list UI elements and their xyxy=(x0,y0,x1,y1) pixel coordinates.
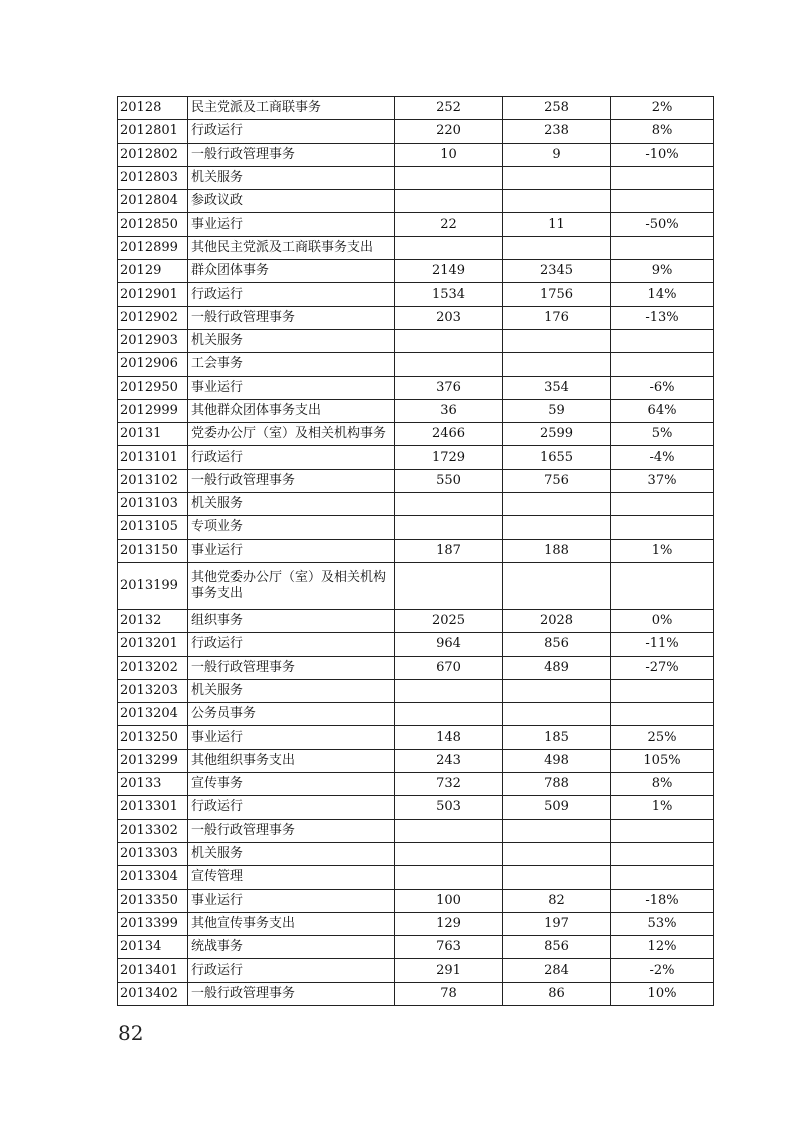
cell-value-1: 732 xyxy=(395,773,503,796)
cell-change-percent: 8% xyxy=(611,120,714,143)
table-row xyxy=(118,842,714,865)
cell-value-1 xyxy=(395,166,503,189)
table-row xyxy=(118,120,714,143)
cell-code: 20132 xyxy=(118,609,188,632)
cell-item-name: 一般行政管理事务 xyxy=(188,306,395,329)
cell-item-name: 群众团体事务 xyxy=(188,260,395,283)
cell-change-percent: -10% xyxy=(611,143,714,166)
cell-change-percent: 1% xyxy=(611,796,714,819)
cell-value-2 xyxy=(503,493,611,516)
cell-item-name: 其他民主党派及工商联事务支出 xyxy=(188,236,395,259)
cell-value-2: 185 xyxy=(503,726,611,749)
cell-value-1: 291 xyxy=(395,959,503,982)
cell-change-percent: -4% xyxy=(611,446,714,469)
cell-code: 2013150 xyxy=(118,539,188,562)
cell-item-name: 公务员事务 xyxy=(188,703,395,726)
cell-value-1 xyxy=(395,190,503,213)
cell-change-percent: -27% xyxy=(611,656,714,679)
cell-code: 2013102 xyxy=(118,469,188,492)
cell-value-2: 1655 xyxy=(503,446,611,469)
cell-code: 2013350 xyxy=(118,889,188,912)
cell-value-2 xyxy=(503,190,611,213)
cell-value-2: 284 xyxy=(503,959,611,982)
cell-item-name: 行政运行 xyxy=(188,633,395,656)
cell-item-name: 宣传事务 xyxy=(188,773,395,796)
cell-item-name: 机关服务 xyxy=(188,842,395,865)
cell-code: 2012801 xyxy=(118,120,188,143)
cell-value-2: 258 xyxy=(503,97,611,120)
cell-value-2: 354 xyxy=(503,376,611,399)
cell-code: 2013203 xyxy=(118,679,188,702)
cell-code: 2012950 xyxy=(118,376,188,399)
cell-code: 20131 xyxy=(118,423,188,446)
budget-table-body xyxy=(118,97,714,1006)
cell-change-percent: 2% xyxy=(611,97,714,120)
cell-item-name: 参政议政 xyxy=(188,190,395,213)
cell-item-name: 其他群众团体事务支出 xyxy=(188,399,395,422)
cell-value-1: 1729 xyxy=(395,446,503,469)
cell-change-percent: -18% xyxy=(611,889,714,912)
table-row xyxy=(118,703,714,726)
cell-code: 2013399 xyxy=(118,912,188,935)
cell-value-1: 220 xyxy=(395,120,503,143)
cell-item-name: 行政运行 xyxy=(188,446,395,469)
cell-value-1 xyxy=(395,842,503,865)
cell-item-name: 其他宣传事务支出 xyxy=(188,912,395,935)
table-row xyxy=(118,539,714,562)
cell-code: 2013299 xyxy=(118,749,188,772)
cell-item-name: 宣传管理 xyxy=(188,866,395,889)
cell-value-2: 2345 xyxy=(503,260,611,283)
cell-code: 2013402 xyxy=(118,982,188,1005)
cell-code: 2012850 xyxy=(118,213,188,236)
cell-code: 2013304 xyxy=(118,866,188,889)
cell-item-name: 事业运行 xyxy=(188,539,395,562)
cell-change-percent xyxy=(611,493,714,516)
cell-value-2: 856 xyxy=(503,633,611,656)
cell-value-1: 10 xyxy=(395,143,503,166)
table-row xyxy=(118,423,714,446)
table-row xyxy=(118,633,714,656)
cell-item-name: 事业运行 xyxy=(188,889,395,912)
cell-item-name: 工会事务 xyxy=(188,353,395,376)
cell-value-1: 2466 xyxy=(395,423,503,446)
table-row xyxy=(118,143,714,166)
cell-item-name: 一般行政管理事务 xyxy=(188,819,395,842)
table-row xyxy=(118,679,714,702)
cell-code: 2012899 xyxy=(118,236,188,259)
cell-value-1 xyxy=(395,819,503,842)
cell-code: 2013199 xyxy=(118,562,188,609)
cell-code: 2012902 xyxy=(118,306,188,329)
cell-value-2 xyxy=(503,236,611,259)
cell-change-percent: 0% xyxy=(611,609,714,632)
cell-code: 2012803 xyxy=(118,166,188,189)
cell-value-1: 148 xyxy=(395,726,503,749)
cell-change-percent: 37% xyxy=(611,469,714,492)
cell-code: 2012901 xyxy=(118,283,188,306)
cell-value-2: 756 xyxy=(503,469,611,492)
cell-change-percent: 64% xyxy=(611,399,714,422)
cell-value-2: 176 xyxy=(503,306,611,329)
cell-value-2: 788 xyxy=(503,773,611,796)
cell-value-2 xyxy=(503,679,611,702)
cell-change-percent: 53% xyxy=(611,912,714,935)
table-row xyxy=(118,982,714,1005)
cell-item-name: 行政运行 xyxy=(188,796,395,819)
cell-value-2: 197 xyxy=(503,912,611,935)
table-row xyxy=(118,399,714,422)
cell-value-1 xyxy=(395,866,503,889)
cell-value-2: 238 xyxy=(503,120,611,143)
cell-item-name: 党委办公厅（室）及相关机构事务 xyxy=(188,423,395,446)
cell-change-percent xyxy=(611,819,714,842)
cell-value-1: 763 xyxy=(395,936,503,959)
cell-item-name: 机关服务 xyxy=(188,329,395,352)
cell-value-1 xyxy=(395,562,503,609)
cell-code: 2013301 xyxy=(118,796,188,819)
cell-code: 2013101 xyxy=(118,446,188,469)
cell-code: 2013250 xyxy=(118,726,188,749)
cell-code: 2013204 xyxy=(118,703,188,726)
table-row xyxy=(118,749,714,772)
cell-code: 20134 xyxy=(118,936,188,959)
cell-change-percent: 12% xyxy=(611,936,714,959)
cell-value-2 xyxy=(503,353,611,376)
cell-change-percent: -50% xyxy=(611,213,714,236)
cell-value-2: 11 xyxy=(503,213,611,236)
table-row xyxy=(118,376,714,399)
table-row xyxy=(118,329,714,352)
cell-change-percent xyxy=(611,516,714,539)
cell-value-2 xyxy=(503,166,611,189)
cell-value-1: 78 xyxy=(395,982,503,1005)
cell-value-2: 489 xyxy=(503,656,611,679)
cell-item-name: 机关服务 xyxy=(188,679,395,702)
cell-code: 2013303 xyxy=(118,842,188,865)
cell-code: 2013202 xyxy=(118,656,188,679)
cell-code: 2012802 xyxy=(118,143,188,166)
cell-change-percent: 9% xyxy=(611,260,714,283)
table-row xyxy=(118,236,714,259)
table-row xyxy=(118,283,714,306)
cell-value-1: 252 xyxy=(395,97,503,120)
cell-code: 2013103 xyxy=(118,493,188,516)
cell-code: 2013201 xyxy=(118,633,188,656)
cell-change-percent: -11% xyxy=(611,633,714,656)
cell-change-percent xyxy=(611,166,714,189)
cell-value-2 xyxy=(503,703,611,726)
cell-value-1: 36 xyxy=(395,399,503,422)
cell-value-1: 100 xyxy=(395,889,503,912)
cell-item-name: 一般行政管理事务 xyxy=(188,469,395,492)
table-row xyxy=(118,306,714,329)
cell-code: 2012906 xyxy=(118,353,188,376)
cell-item-name: 事业运行 xyxy=(188,726,395,749)
cell-value-1 xyxy=(395,679,503,702)
table-row xyxy=(118,446,714,469)
cell-value-1: 2149 xyxy=(395,260,503,283)
table-row xyxy=(118,912,714,935)
cell-value-1: 187 xyxy=(395,539,503,562)
cell-item-name: 行政运行 xyxy=(188,283,395,306)
cell-item-name: 一般行政管理事务 xyxy=(188,143,395,166)
cell-change-percent: 25% xyxy=(611,726,714,749)
cell-value-1 xyxy=(395,236,503,259)
cell-item-name: 行政运行 xyxy=(188,120,395,143)
cell-value-2: 498 xyxy=(503,749,611,772)
cell-item-name: 事业运行 xyxy=(188,213,395,236)
cell-change-percent: 8% xyxy=(611,773,714,796)
cell-value-2 xyxy=(503,516,611,539)
cell-value-1: 550 xyxy=(395,469,503,492)
cell-change-percent: 105% xyxy=(611,749,714,772)
cell-code: 2013401 xyxy=(118,959,188,982)
cell-value-2: 856 xyxy=(503,936,611,959)
cell-change-percent: 5% xyxy=(611,423,714,446)
cell-item-name: 统战事务 xyxy=(188,936,395,959)
cell-value-2: 509 xyxy=(503,796,611,819)
table-row xyxy=(118,796,714,819)
cell-code: 20128 xyxy=(118,97,188,120)
cell-item-name: 事业运行 xyxy=(188,376,395,399)
table-row xyxy=(118,726,714,749)
cell-change-percent: -13% xyxy=(611,306,714,329)
cell-value-2 xyxy=(503,819,611,842)
cell-value-1: 22 xyxy=(395,213,503,236)
cell-change-percent: -2% xyxy=(611,959,714,982)
cell-item-name: 机关服务 xyxy=(188,166,395,189)
cell-value-1 xyxy=(395,329,503,352)
cell-value-1: 129 xyxy=(395,912,503,935)
cell-change-percent xyxy=(611,679,714,702)
budget-table xyxy=(117,96,714,1006)
cell-change-percent xyxy=(611,329,714,352)
cell-change-percent: -6% xyxy=(611,376,714,399)
cell-value-1 xyxy=(395,353,503,376)
table-row xyxy=(118,166,714,189)
cell-value-2 xyxy=(503,562,611,609)
cell-item-name: 其他组织事务支出 xyxy=(188,749,395,772)
table-row xyxy=(118,773,714,796)
cell-code: 2013302 xyxy=(118,819,188,842)
cell-change-percent xyxy=(611,190,714,213)
cell-change-percent xyxy=(611,703,714,726)
table-row xyxy=(118,866,714,889)
cell-code: 20129 xyxy=(118,260,188,283)
cell-change-percent: 1% xyxy=(611,539,714,562)
table-row xyxy=(118,889,714,912)
cell-code: 2013105 xyxy=(118,516,188,539)
cell-value-1: 670 xyxy=(395,656,503,679)
page-number: 82 xyxy=(118,1021,144,1045)
cell-item-name: 组织事务 xyxy=(188,609,395,632)
cell-change-percent: 10% xyxy=(611,982,714,1005)
cell-value-1: 964 xyxy=(395,633,503,656)
cell-item-name: 一般行政管理事务 xyxy=(188,982,395,1005)
table-row xyxy=(118,819,714,842)
cell-value-2 xyxy=(503,866,611,889)
table-row xyxy=(118,190,714,213)
cell-value-2: 188 xyxy=(503,539,611,562)
cell-change-percent xyxy=(611,562,714,609)
cell-item-name: 行政运行 xyxy=(188,959,395,982)
cell-value-2 xyxy=(503,329,611,352)
cell-code: 20133 xyxy=(118,773,188,796)
cell-value-1: 503 xyxy=(395,796,503,819)
table-row xyxy=(118,469,714,492)
table-row xyxy=(118,213,714,236)
cell-code: 2012804 xyxy=(118,190,188,213)
cell-value-1: 243 xyxy=(395,749,503,772)
table-row xyxy=(118,97,714,120)
cell-value-1 xyxy=(395,703,503,726)
cell-value-2 xyxy=(503,842,611,865)
cell-value-2: 2599 xyxy=(503,423,611,446)
table-row xyxy=(118,656,714,679)
cell-item-name: 机关服务 xyxy=(188,493,395,516)
cell-item-name: 专项业务 xyxy=(188,516,395,539)
cell-value-1: 203 xyxy=(395,306,503,329)
table-row xyxy=(118,353,714,376)
cell-item-name: 民主党派及工商联事务 xyxy=(188,97,395,120)
cell-value-2: 82 xyxy=(503,889,611,912)
table-row xyxy=(118,609,714,632)
cell-value-2: 59 xyxy=(503,399,611,422)
cell-value-1 xyxy=(395,493,503,516)
cell-value-1: 1534 xyxy=(395,283,503,306)
table-row xyxy=(118,936,714,959)
cell-value-1: 376 xyxy=(395,376,503,399)
cell-item-name: 其他党委办公厅（室）及相关机构事务支出 xyxy=(188,562,395,609)
cell-change-percent xyxy=(611,353,714,376)
table-row xyxy=(118,562,714,609)
cell-code: 2012903 xyxy=(118,329,188,352)
cell-value-2: 1756 xyxy=(503,283,611,306)
table-row xyxy=(118,516,714,539)
cell-change-percent: 14% xyxy=(611,283,714,306)
cell-code: 2012999 xyxy=(118,399,188,422)
cell-value-1: 2025 xyxy=(395,609,503,632)
cell-value-2: 9 xyxy=(503,143,611,166)
cell-value-1 xyxy=(395,516,503,539)
table-row xyxy=(118,493,714,516)
cell-change-percent xyxy=(611,236,714,259)
cell-change-percent xyxy=(611,842,714,865)
cell-change-percent xyxy=(611,866,714,889)
cell-value-2: 86 xyxy=(503,982,611,1005)
cell-item-name: 一般行政管理事务 xyxy=(188,656,395,679)
table-row xyxy=(118,260,714,283)
cell-value-2: 2028 xyxy=(503,609,611,632)
table-row xyxy=(118,959,714,982)
